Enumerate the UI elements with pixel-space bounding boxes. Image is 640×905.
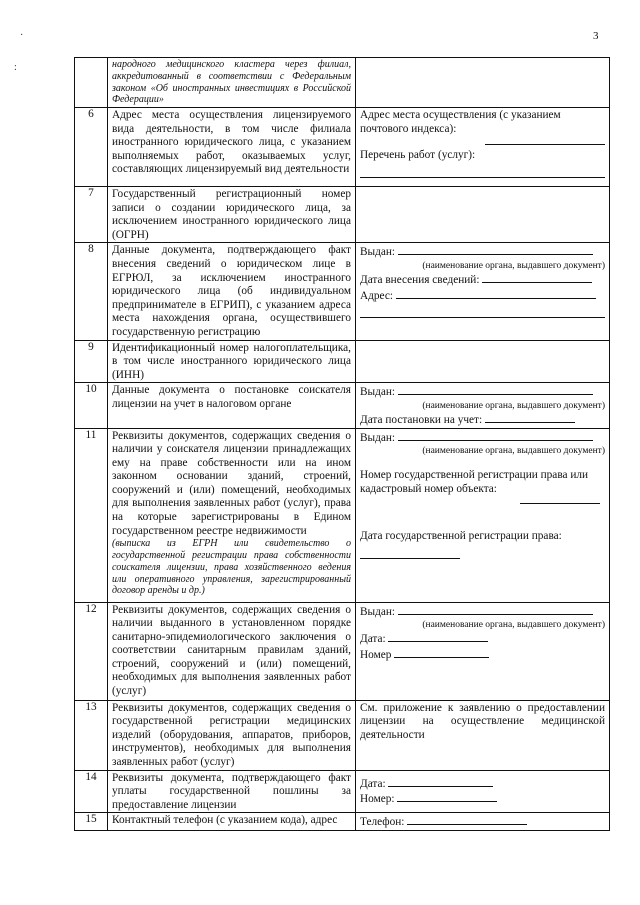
table-row <box>75 700 610 770</box>
row-number: 7 <box>75 187 108 243</box>
row-description: Идентификационный номер налогоплательщика, в том числе иностранного юридического лица (ИНН) <box>108 340 356 383</box>
row-number: 10 <box>75 383 108 428</box>
reg-date-field[interactable] <box>485 412 575 423</box>
number-label: Номер <box>360 648 392 661</box>
entry-date-label: Дата внесения сведений: <box>360 273 480 286</box>
issued-field[interactable] <box>398 244 593 255</box>
issued-field[interactable] <box>398 604 593 615</box>
row-answer-cell[interactable] <box>356 383 610 428</box>
page-number: 3 <box>593 30 599 42</box>
row-answer-cell: См. приложение к заявлению о предоставлении лицензии на осуществление медицинской деятельности <box>356 700 610 770</box>
number-label: Номер: <box>360 793 395 806</box>
issuer-note: (наименование органа, выдавшего документ) <box>422 400 605 411</box>
table-row <box>75 187 610 243</box>
row-answer-cell[interactable] <box>356 428 610 602</box>
scan-mark: : <box>14 62 17 73</box>
table-row <box>75 428 610 602</box>
scan-mark: · <box>20 30 24 41</box>
address-field[interactable] <box>485 134 605 145</box>
table-row <box>75 813 610 831</box>
table-row <box>75 58 610 108</box>
row-answer-cell[interactable] <box>356 108 610 187</box>
row-answer-cell[interactable] <box>356 58 610 108</box>
application-form-table <box>74 57 610 831</box>
row-number: 8 <box>75 243 108 340</box>
works-field[interactable] <box>360 167 605 178</box>
row-description-text: Реквизиты документов, содержащих сведения о наличии у соискателя лицензии принадлежащих ему на праве собственности или на ином законном основании зданий, строений, сооружений и (или) помещений, необходимых для выполнения заявленных работ (услуг), права на которые зарегистрированы в Едином государственном реестре недвижимости <box>112 429 351 537</box>
works-label: Перечень работ (услуг): <box>360 149 476 162</box>
row-description: Адрес места осуществления лицензируемого вида деятельности, в том числе филиала иностранного юридического лица, с указанием выполняемых работ, оказываемых услуг, составляющих лицензируемый вид деятельности <box>108 108 356 187</box>
date-label: Дата: <box>360 777 386 790</box>
row-answer-cell[interactable] <box>356 770 610 813</box>
row-answer-cell[interactable] <box>356 243 610 340</box>
date-field[interactable] <box>388 631 488 642</box>
row-number: 12 <box>75 602 108 700</box>
table-row <box>75 602 610 700</box>
row-number: 13 <box>75 700 108 770</box>
table-row <box>75 243 610 340</box>
row-description: Контактный телефон (с указанием кода), адрес <box>108 813 356 831</box>
row-description: Данные документа о постановке соискателя лицензии на учет в налоговом органе <box>108 383 356 428</box>
issuer-note: (наименование органа, выдавшего документ) <box>422 446 605 457</box>
issued-field[interactable] <box>398 430 593 441</box>
row-answer-cell[interactable] <box>356 602 610 700</box>
table-row <box>75 770 610 813</box>
reg-date-label: Дата государственной регистрации права: <box>360 530 562 543</box>
date-field[interactable] <box>388 776 493 787</box>
address-field-2[interactable] <box>360 307 605 318</box>
reg-date-field[interactable] <box>360 548 460 559</box>
issued-label: Выдан: <box>360 386 396 399</box>
number-field[interactable] <box>397 791 497 802</box>
issuer-note: (наименование органа, выдавшего документ) <box>422 620 605 631</box>
row-description: народного медицинского кластера через филиал, аккредитованный в соответствии с Федеральным законом «Об иностранных инвестициях в Российской Федерации» <box>108 58 356 108</box>
reg-date-label: Дата постановки на учет: <box>360 413 483 426</box>
row-description: Государственный регистрационный номер записи о создании юридического лица, за исключением иностранного юридического лица (ОГРН) <box>108 187 356 243</box>
row-number: 6 <box>75 108 108 187</box>
date-label: Дата: <box>360 633 386 646</box>
address-label: Адрес места осуществления (с указанием почтового индекса): <box>360 109 561 135</box>
reg-number-field[interactable] <box>520 493 600 504</box>
phone-field[interactable] <box>407 814 527 825</box>
issued-label: Выдан: <box>360 605 396 618</box>
issued-label: Выдан: <box>360 246 396 259</box>
row-number: 14 <box>75 770 108 813</box>
issued-label: Выдан: <box>360 431 396 444</box>
row-description: Реквизиты документов, содержащих сведения о государственной регистрации медицинских изделий (оборудования, аппаратов, приборов, инструментов), необходимых для выполнения заявленных работ (услуг) <box>108 700 356 770</box>
row-number: 15 <box>75 813 108 831</box>
row-description-note: (выписка из ЕГРН или свидетельство о государственной регистрации права собственности соискателя лицензии, права хозяйственного ведения или оперативного управления, зарегистрированный договор аренды и др.) <box>112 538 351 597</box>
reg-number-label: Номер государственной регистрации права или кадастровый номер объекта: <box>360 469 589 495</box>
number-field[interactable] <box>394 647 489 658</box>
issued-field[interactable] <box>398 384 593 395</box>
issuer-note: (наименование органа, выдавшего документ) <box>422 260 605 271</box>
row-description: Реквизиты документа, подтверждающего факт уплаты государственной пошлины за предоставление лицензии <box>108 770 356 813</box>
row-answer-cell[interactable] <box>356 187 610 243</box>
phone-label: Телефон: <box>360 816 405 829</box>
row-answer-cell[interactable] <box>356 813 610 831</box>
address-field[interactable] <box>396 288 596 299</box>
row-description: Данные документа, подтверждающего факт внесения сведений о юридическом лице в ЕГРЮЛ, за исключением иностранного юридического лица (об индивидуальном предпринимателе в ЕГРИП), с указанием адреса места нахождения органа, осуществившего государственную регистрацию <box>108 243 356 340</box>
table-row <box>75 340 610 383</box>
row-description <box>108 428 356 602</box>
address-label: Адрес: <box>360 289 394 302</box>
row-answer-cell[interactable] <box>356 340 610 383</box>
table-row <box>75 383 610 428</box>
entry-date-field[interactable] <box>482 272 592 283</box>
row-description: Реквизиты документов, содержащих сведения о наличии выданного в установленном порядке санитарно-эпидемиологического заключения о соответствии санитарным правилам зданий, строений, сооружений и (или) помещений, необходимых для выполнения заявленных работ (услуг) <box>108 602 356 700</box>
row-number <box>75 58 108 108</box>
row-number: 9 <box>75 340 108 383</box>
table-row <box>75 108 610 187</box>
row-number: 11 <box>75 428 108 602</box>
